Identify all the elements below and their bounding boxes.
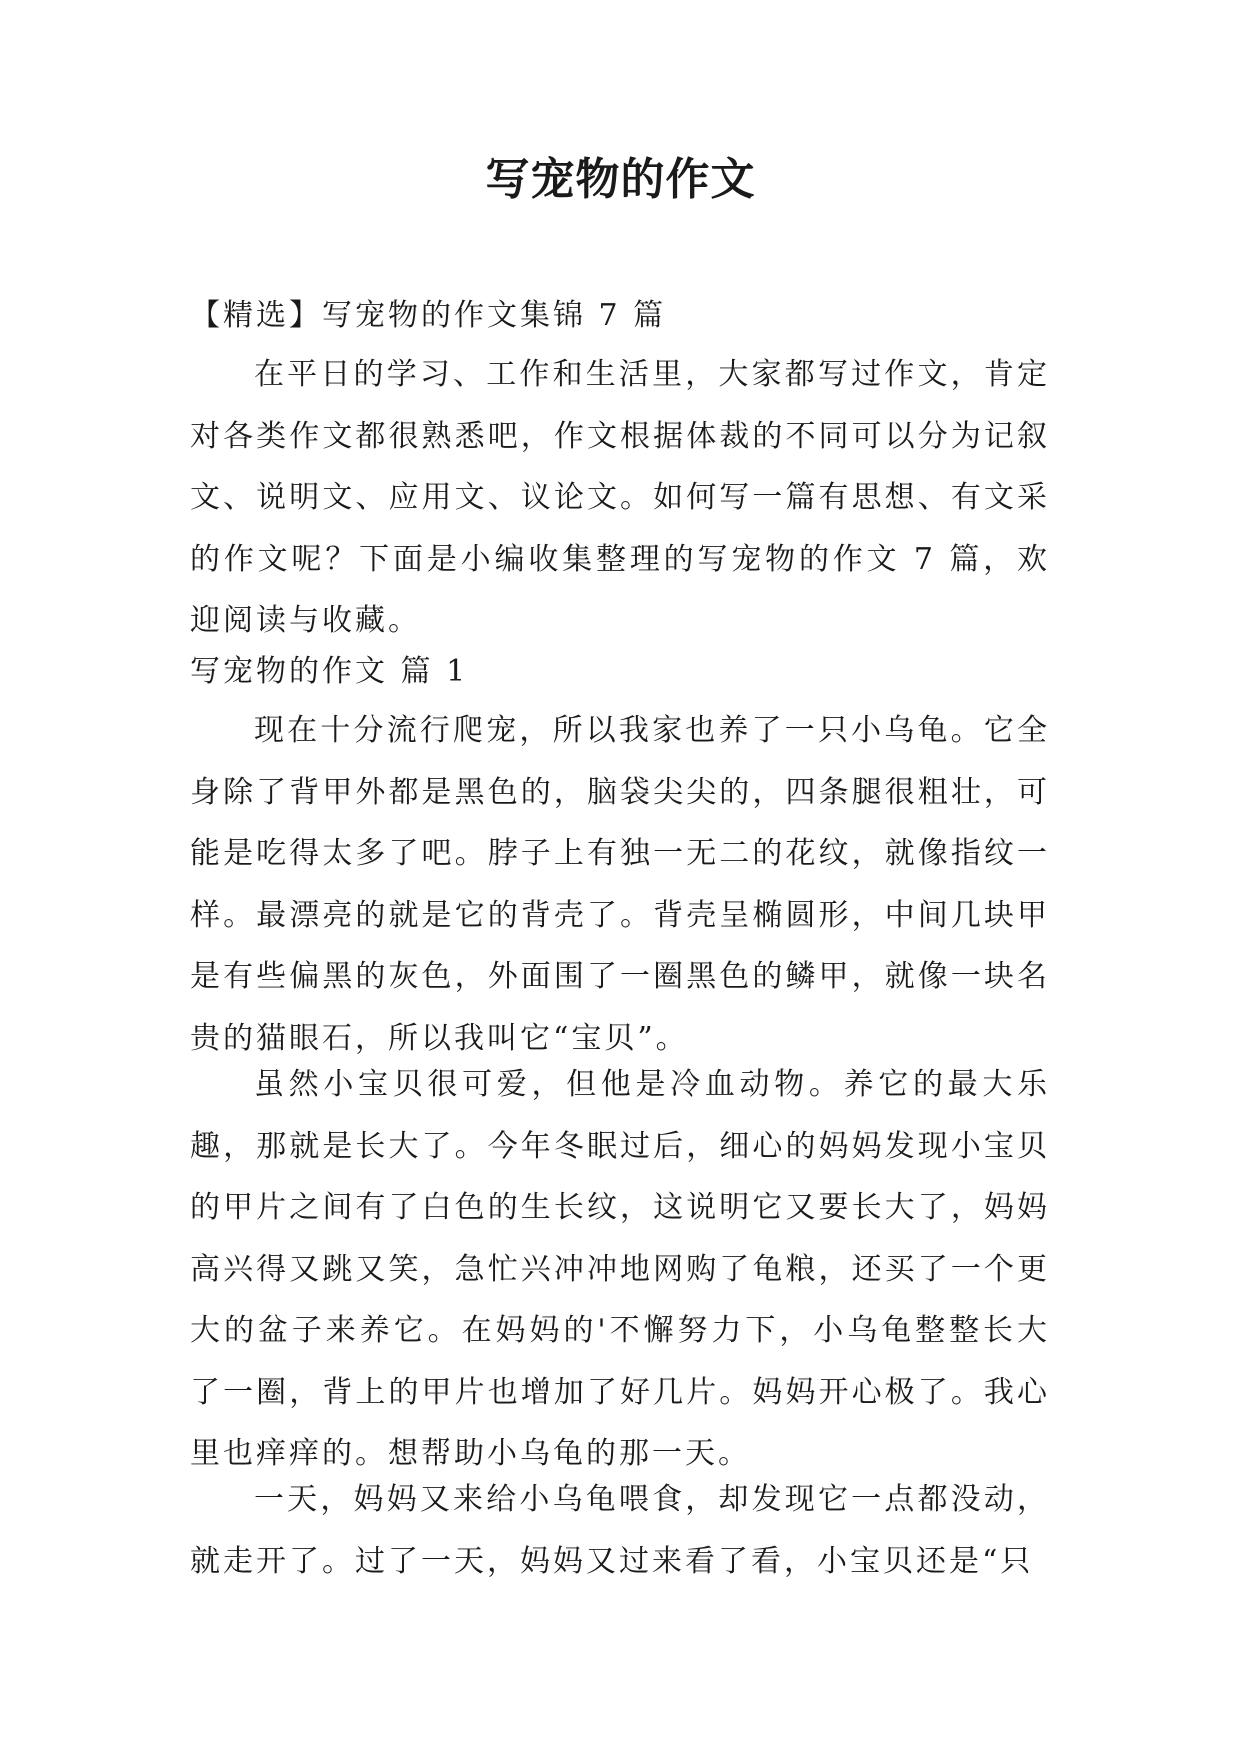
document-title: 写宠物的作文 bbox=[485, 154, 756, 205]
document-subtitle: 【精选】写宠物的作文集锦 7 篇 bbox=[190, 298, 667, 333]
body-paragraph-1: 现在十分流行爬宠，所以我家也养了一只小乌龟。它全身除了背甲外都是黑色的，脑袋尖尖的，四条腿很粗壮，可能是吃得太多了吧。脖子上有独一无二的花纹，就像指纹一样。最漂亮的就是它的背壳了。背壳呈椭圆形，中间几块甲是有些偏黑的灰色，外面围了一圈黑色的鳞甲，就像一块名贵的猫眼石，所以我叫它“宝贝”。 bbox=[190, 713, 1050, 1056]
section-heading: 写宠物的作文 篇 1 bbox=[190, 654, 469, 689]
intro-paragraph: 在平日的学习、工作和生活里，大家都写过作文，肯定对各类作文都很熟悉吧，作文根据体裁的不同可以分为记叙文、说明文、应用文、议论文。如何写一篇有思想、有文采的作文呢？下面是小编收集整理的写宠物的作文 7 篇，欢迎阅读与收藏。 bbox=[190, 357, 1050, 638]
body-paragraph-2: 虽然小宝贝很可爱，但他是冷血动物。养它的最大乐趣，那就是长大了。今年冬眠过后，细心的妈妈发现小宝贝的甲片之间有了白色的生长纹，这说明它又要长大了，妈妈高兴得又跳又笑，急忙兴冲冲地网购了龟粮，还买了一个更大的盆子来养它。在妈妈的'不懈努力下，小乌龟整整长大了一圈，背上的甲片也增加了好几片。妈妈开心极了。我心里也痒痒的。想帮助小乌龟的那一天。 bbox=[190, 1067, 1050, 1471]
body-paragraph-3: 一天，妈妈又来给小乌龟喂食，却发现它一点都没动，就走开了。过了一天，妈妈又过来看了看，小宝贝还是“只 bbox=[190, 1482, 1050, 1579]
